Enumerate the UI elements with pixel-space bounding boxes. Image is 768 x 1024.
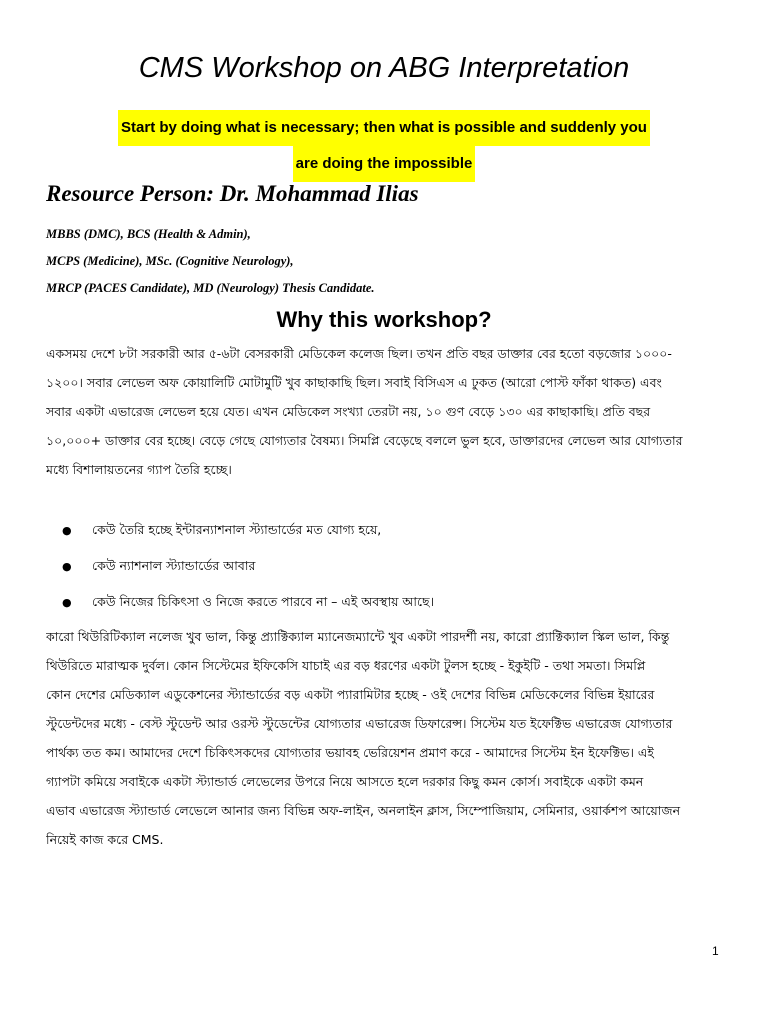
paragraph-2-line: কোন দেশের মেডিক্যাল এডুকেশনের স্ট্যান্ডার্ডের বড় একটা প্যারামিটার হচ্ছে - ওই দেশের বিভিন্ন মেডিকেলের বিভিন্ন ইয়ারের <box>46 687 655 702</box>
paragraph-2-line: এভাব এভারেজ স্ট্যান্ডার্ড লেভেলে আনার জন্য বিভিন্ন অফ-লাইন, অনলাইন ক্লাস, সিম্পোজিয়াম, সেমিনার, ওয়ার্কশপ আয়োজন <box>46 803 681 818</box>
paragraph-2-line: গ্যাপটা কমিয়ে সবাইকে একটা স্ট্যান্ডার্ড লেভেলের উপরে নিয়ে আসতে হলে দরকার কিছু কমন কোর্স। সবাইকে একটা কমন <box>46 774 644 789</box>
paragraph-2-line: কারো থিউরিটিক্যাল নলেজ খুব ভাল, কিন্তু প্র্যাক্টিক্যাল ম্যানেজম্যান্টে খুব একটা পারদর্শী নয়, কারো প্র্যাক্টিক্যাল স্কিল ভাল, কিন্তু <box>46 629 670 644</box>
credential-line-1: MBBS (DMC), BCS (Health & Admin), <box>46 227 251 241</box>
section-heading: Why this workshop? <box>276 307 492 332</box>
quote-line-2: are doing the impossible <box>293 146 476 182</box>
credential-line-2: MCPS (Medicine), MSc. (Cognitive Neurology), <box>46 254 294 268</box>
bullet-dot-icon: ● <box>62 524 72 537</box>
paragraph-1-line: মধ্যে বিশালায়তনের গ্যাপ তৈরি হচ্ছে। <box>46 462 232 477</box>
paragraph-1-line: একসময় দেশে ৮টা সরকারী আর ৫-৬টা বেসরকারী মেডিকেল কলেজ ছিল। তখন প্রতি বছর ডাক্তার বের হতো বড়জোর ১০০০- <box>46 346 672 361</box>
bullet-item <box>62 588 712 624</box>
paragraph-1 <box>46 339 726 484</box>
paragraph-1-line: ১২০০। সবার লেভেল অফ কোয়ালিটি মোটামুটি খুব কাছাকাছি ছিল। সবাই বিসিএস এ ঢুকত (আরো পোস্ট ফাঁকা থাকত) এবং <box>46 375 662 390</box>
paragraph-2-line: থিউরিতে মারাত্মক দুর্বল। কোন সিস্টেমের ইফিকেসি যাচাই এর বড় ধরণের একটা টুলস হচ্ছে - ইকুইটি - তথা সমতা। সিমপ্লি <box>46 658 646 673</box>
bullet-item <box>62 552 712 588</box>
credentials-block <box>46 221 375 302</box>
bullet-dot-icon: ● <box>62 560 72 573</box>
paragraph-1-line: সবার একটা এভারেজ লেভেল হয়ে যেত। এখন মেডিকেল সংখ্যা তেরটা নয়, ১০ গুণ বেড়ে ১৩০ এর কাছাকাছি। প্রতি বছর <box>46 404 651 419</box>
resource-person-heading: Resource Person: Dr. Mohammad Ilias <box>46 181 419 206</box>
page-number: 1 <box>712 944 719 958</box>
paragraph-2-line: পার্থক্য তত কম। আমাদের দেশে চিকিৎসকদের যোগ্যতার ভয়াবহ ভেরিয়েশন প্রমাণ করে - আমাদের সিস্টেম ইন ইফেক্টিভ। এই <box>46 745 654 760</box>
bullet-text: কেউ নিজের চিকিৎসা ও নিজে করতে পারবে না – এই অবস্থায় আছে। <box>92 594 435 609</box>
paragraph-1-line: ১০,০০০+ ডাক্তার বের হচ্ছে। বেড়ে গেছে যোগ্যতার বৈষম্য। সিমপ্লি বেড়েছে বললে ভুল হবে, ডাক্তারদের লেভেল আর যোগ্যতার <box>46 433 683 448</box>
bullet-item <box>62 516 712 552</box>
bullet-list <box>62 516 712 624</box>
bullet-text: কেউ তৈরি হচ্ছে ইন্টারন্যাশনাল স্ট্যান্ডার্ডের মত যোগ্য হয়ে, <box>92 522 382 537</box>
credential-line-3: MRCP (PACES Candidate), MD (Neurology) Thesis Candidate. <box>46 281 375 295</box>
paragraph-2-line: স্টুডেন্টদের মধ্যে - বেস্ট স্টুডেন্ট আর ওরস্ট স্টুডেন্টের যোগ্যতার এভারেজ ডিফারেন্স। সিস্টেম যত ইফেক্টিভ এভারেজ যোগ্যতার <box>46 716 673 731</box>
quote-line-1: Start by doing what is necessary; then what is possible and suddenly you <box>118 110 650 146</box>
highlighted-quote <box>40 110 728 182</box>
bullet-dot-icon: ● <box>62 596 72 609</box>
paragraph-2-line: নিয়েই কাজ করে CMS. <box>46 832 164 847</box>
document-title: CMS Workshop on ABG Interpretation <box>138 52 630 84</box>
paragraph-2 <box>46 622 726 854</box>
bullet-text: কেউ ন্যাশনাল স্ট্যান্ডার্ডের আবার <box>92 558 256 573</box>
